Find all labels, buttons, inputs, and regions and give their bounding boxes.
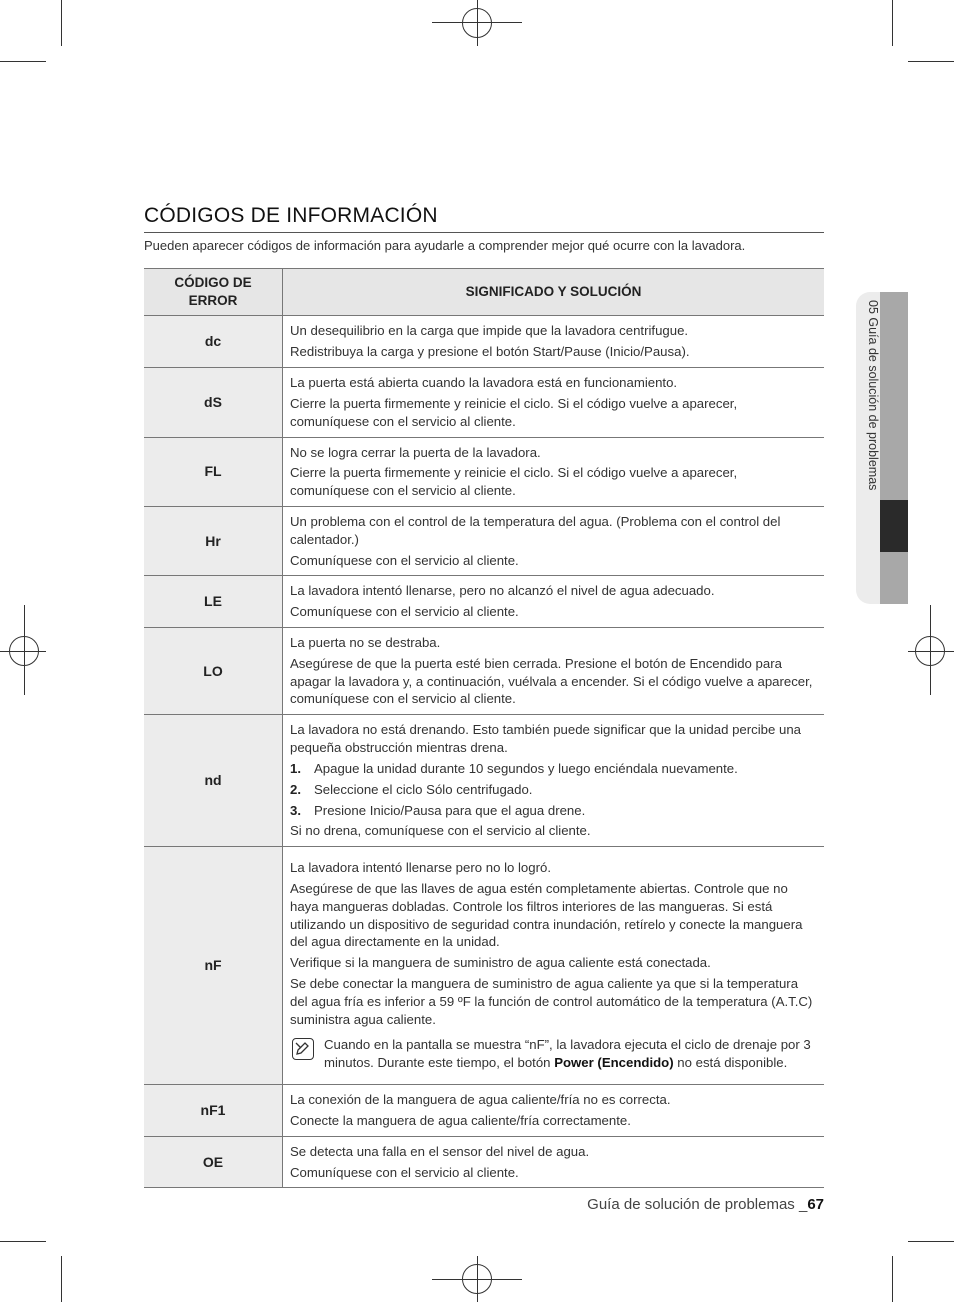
error-description	[283, 316, 825, 368]
table-row	[144, 316, 824, 368]
error-description	[283, 368, 825, 437]
error-description	[283, 576, 825, 628]
side-tab-label: 05 Guía de solución de problemas	[866, 300, 880, 491]
description-line: Comuníquese con el servicio al cliente.	[290, 1164, 519, 1180]
error-description	[283, 628, 825, 715]
note-box	[290, 1036, 816, 1072]
description-line: La lavadora no está drenando. Esto también puede significar que la unidad percibe una pequeña obstrucción mientras drena.	[290, 722, 802, 756]
header-code: CÓDIGO DE ERROR	[144, 269, 283, 316]
error-description	[283, 1136, 825, 1188]
table-row	[144, 628, 824, 715]
description-line: La lavadora intentó llenarse pero no lo logró.	[290, 860, 551, 876]
note-pencil-icon	[292, 1038, 314, 1060]
error-description	[283, 847, 825, 1085]
page-footer	[587, 1196, 824, 1213]
description-line: Si no drena, comuníquese con el servicio al cliente.	[290, 823, 591, 839]
error-code: Hr	[144, 506, 283, 575]
info-codes-table	[144, 268, 824, 1188]
description-line: Comuníquese con el servicio al cliente.	[290, 552, 519, 568]
error-code: dc	[144, 316, 283, 368]
error-description	[283, 506, 825, 575]
description-line: Se detecta una falla en el sensor del nivel de agua.	[290, 1143, 590, 1159]
error-code: nd	[144, 715, 283, 847]
note-text: Cuando en la pantalla se muestra “nF”, la lavadora ejecuta el ciclo de drenaje por 3 minutos. Durante este tiempo, el botón Power (Encendido) no está disponible.	[324, 1037, 811, 1071]
table-row	[144, 715, 824, 847]
side-tab-marker	[880, 500, 908, 552]
description-line: Un problema con el control de la temperatura del agua. (Problema con el control del calentador.)	[290, 513, 781, 547]
error-description	[283, 1085, 825, 1137]
error-description	[283, 715, 825, 847]
description-line: No se logra cerrar la puerta de la lavadora.	[290, 444, 541, 460]
error-code: nF1	[144, 1085, 283, 1137]
error-code: OE	[144, 1136, 283, 1188]
step-number: 2.	[290, 781, 301, 797]
section-side-tab	[856, 292, 908, 604]
error-code: dS	[144, 368, 283, 437]
table-row	[144, 506, 824, 575]
description-line: Comuníquese con el servicio al cliente.	[290, 604, 519, 620]
table-row	[144, 368, 824, 437]
step-text: Seleccione el ciclo Sólo centrifugado.	[314, 781, 533, 797]
error-description	[283, 437, 825, 506]
table-row	[144, 847, 824, 1085]
description-line: Un desequilibrio en la carga que impide que la lavadora centrifugue.	[290, 323, 689, 339]
table-row	[144, 1136, 824, 1188]
header-meaning: SIGNIFICADO Y SOLUCIÓN	[283, 269, 825, 316]
description-line: Redistribuya la carga y presione el botón Start/Pause (Inicio/Pausa).	[290, 344, 690, 360]
description-line: La conexión de la manguera de agua caliente/fría no es correcta.	[290, 1092, 671, 1108]
numbered-step	[290, 760, 816, 778]
step-text: Apague la unidad durante 10 segundos y luego enciéndala nuevamente.	[314, 760, 738, 776]
step-number: 1.	[290, 760, 301, 776]
error-code: FL	[144, 437, 283, 506]
step-text: Presione Inicio/Pausa para que el agua drene.	[314, 802, 586, 818]
description-line: Asegúrese de que la puerta esté bien cerrada. Presione el botón de Encendido para apagar la lavadora y, a continuación, vuélvala a encender. Si el código vuelve a aparecer, comuníquese con el servicio al cliente.	[290, 655, 813, 707]
numbered-step	[290, 781, 816, 799]
description-line: Se debe conectar la manguera de suministro de agua caliente ya que si la temperatura del agua fría es inferior a 59 ºF la función de control automático de la temperatura (A.T.C) suministra agua caliente.	[290, 976, 813, 1027]
description-line: La puerta está abierta cuando la lavadora está en funcionamiento.	[290, 375, 678, 391]
description-line: Conecte la manguera de agua caliente/fría correctamente.	[290, 1112, 631, 1128]
table-header-row	[144, 269, 824, 316]
table-row	[144, 576, 824, 628]
footer-text: Guía de solución de problemas _	[587, 1196, 808, 1213]
side-tab-bar	[880, 292, 908, 604]
intro-text: Pueden aparecer códigos de información para ayudarle a comprender mejor qué ocurre con la lavadora.	[144, 238, 746, 253]
error-code: LO	[144, 628, 283, 715]
description-line: Asegúrese de que las llaves de agua estén completamente abiertas. Controle que no haya mangueras dobladas. Controle los filtros interiores de las mangueras. Si está utilizando un dispositivo de seguridad contra inundación, retírelo y conecte la manguera del agua directamente en la unidad.	[290, 880, 803, 950]
page-number: 67	[807, 1196, 824, 1213]
power-button-label: Power (Encendido)	[554, 1055, 674, 1071]
description-line: Verifique si la manguera de suministro de agua caliente está conectada.	[290, 955, 711, 971]
table-row	[144, 1085, 824, 1137]
numbered-step	[290, 802, 816, 820]
description-line: La lavadora intentó llenarse, pero no alcanzó el nivel de agua adecuado.	[290, 583, 715, 599]
page-title: CÓDIGOS DE INFORMACIÓN	[144, 204, 824, 233]
description-line: Cierre la puerta firmemente y reinicie el ciclo. Si el código vuelve a aparecer, comuníquese con el servicio al cliente.	[290, 465, 738, 499]
table-row	[144, 437, 824, 506]
step-number: 3.	[290, 802, 301, 818]
error-code: nF	[144, 847, 283, 1085]
description-line: Cierre la puerta firmemente y reinicie el ciclo. Si el código vuelve a aparecer, comuníquese con el servicio al cliente.	[290, 395, 738, 429]
error-code: LE	[144, 576, 283, 628]
description-line: La puerta no se destraba.	[290, 635, 441, 650]
